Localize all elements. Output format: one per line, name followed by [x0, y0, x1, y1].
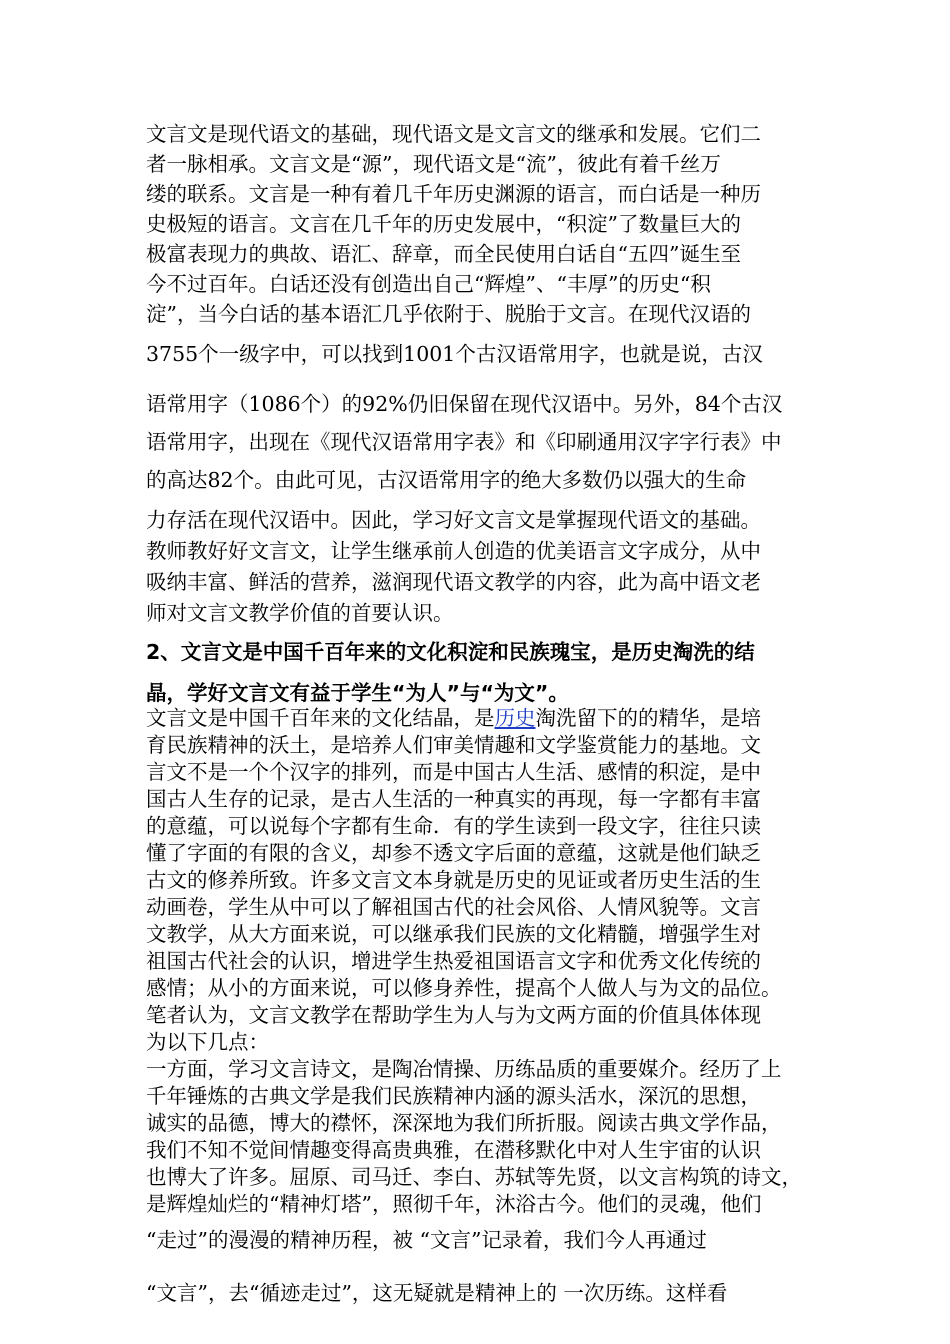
paragraph-line: 史极短的语言。文言在几千年的历史发展中，“积淀”了数量巨大的 — [146, 212, 741, 236]
paragraph-line: 的意蕴，可以说每个字都有生命．有的学生读到一段文字，往往只读 — [146, 814, 761, 838]
section-heading: 2、文言文是中国千百年来的文化积淀和民族瑰宝，是历史淘洗的结 — [146, 640, 755, 664]
paragraph-line: 的高达82个。由此可见，古汉语常用字的绝大多数仍以强大的生命 — [146, 468, 747, 492]
paragraph-line: 语常用字（1086个）的92%仍旧保留在现代汉语中。另外，84个古汉 — [146, 392, 783, 416]
paragraph-line: 者一脉相承。文言文是“源”，现代语文是“流”，彼此有着千丝万 — [146, 152, 721, 176]
paragraph-line: 语常用字，出现在《现代汉语常用字表》和《印刷通用汉字字行表》中 — [146, 430, 782, 454]
paragraph-line: 力存活在现代汉语中。因此，学习好文言文是掌握现代语文的基础。 — [146, 508, 761, 532]
paragraph-line: 育民族精神的沃土，是培养人们审美情趣和文学鉴赏能力的基地。文 — [146, 733, 761, 757]
paragraph-line: 极富表现力的典故、语汇、辞章，而全民使用白话自“五四”诞生至 — [146, 242, 741, 266]
paragraph-line: 缕的联系。文言是一种有着几千年历史渊源的语言，而白话是一种历 — [146, 182, 761, 206]
paragraph-line: 文教学，从大方面来说，可以继承我们民族的文化精髓，增强学生对 — [146, 922, 761, 946]
paragraph-text: 文言文是中国千百年来的文化结晶，是 — [146, 706, 495, 730]
history-link[interactable]: 历史 — [494, 706, 536, 730]
paragraph-line: 文言文是现代语文的基础，现代语文是文言文的继承和发展。它们二 — [146, 122, 761, 146]
paragraph-line: 动画卷，学生从中可以了解祖国古代的社会风俗、人情风貌等。文言 — [146, 895, 761, 919]
paragraph-line: 古文的修养所致。许多文言文本身就是历史的见证或者历史生活的生 — [146, 868, 761, 892]
paragraph-line: 今不过百年。白话还没有创造出自己“辉煌”、“丰厚”的历史“积 — [146, 272, 711, 296]
paragraph-line: 感情；从小的方面来说，可以修身养性，提高个人做人与为文的品位。 — [146, 976, 782, 1000]
paragraph-line: 吸纳丰富、鲜活的营养，滋润现代语文教学的内容，此为高中语文老 — [146, 570, 761, 594]
paragraph-line: 笔者认为，文言文教学在帮助学生为人与为文两方面的价值具体体现 — [146, 1003, 761, 1027]
paragraph-line: 3755个一级字中，可以找到1001个古汉语常用字，也就是说，古汉 — [146, 342, 763, 366]
paragraph-line: “走过”的漫漫的精神历程，被 “文言”记录着，我们今人再通过 — [146, 1228, 707, 1252]
paragraph-line: 国古人生存的记录，是古人生活的一种真实的再现，每一字都有丰富 — [146, 787, 761, 811]
paragraph-line: 祖国古代社会的认识，增进学生热爱祖国语言文字和优秀文化传统的 — [146, 949, 761, 973]
paragraph-line: 是辉煌灿烂的“精神灯塔”，照彻千年，沐浴古今。他们的灵魂，他们 — [146, 1192, 762, 1216]
paragraph-line: 千年锤炼的古典文学是我们民族精神内涵的源头活水，深沉的思想， — [146, 1084, 761, 1108]
paragraph-line: 教师教好好文言文，让学生继承前人创造的优美语言文字成分，从中 — [146, 539, 761, 563]
section-heading: 晶，学好文言文有益于学生“为人”与“为文”。 — [146, 681, 569, 705]
paragraph-line: 师对文言文教学价值的首要认识。 — [146, 601, 454, 625]
paragraph-line: 也博大了许多。屈原、司马迁、李白、苏轼等先贤，以文言构筑的诗文， — [146, 1165, 802, 1189]
document-body — [146, 122, 812, 1306]
paragraph-line: 一方面，学习文言诗文，是陶冶情操、历练品质的重要媒介。经历了上 — [146, 1057, 782, 1081]
paragraph-line: 诚实的品德，博大的襟怀，深深地为我们所折服。阅读古典文学作品， — [146, 1111, 782, 1135]
paragraph-line: 为以下几点： — [146, 1030, 269, 1054]
paragraph-text: 淘洗留下的的精华，是培 — [535, 706, 761, 730]
paragraph-line: 我们不知不觉间情趣变得高贵典雅，在潜移默化中对人生宇宙的认识 — [146, 1138, 761, 1162]
paragraph-line: “文言”，去“循迹走过”，这无疑就是精神上的 一次历练。这样看 — [146, 1281, 728, 1305]
paragraph-line: 懂了字面的有限的含义，却参不透文字后面的意蕴，这就是他们缺乏 — [146, 841, 761, 865]
paragraph-line: 淀”，当今白话的基本语汇几乎依附于、脱胎于文言。在现代汉语的 — [146, 302, 751, 326]
paragraph-line — [146, 706, 812, 731]
paragraph-line: 言文不是一个个汉字的排列，而是中国古人生活、感情的积淀，是中 — [146, 760, 761, 784]
